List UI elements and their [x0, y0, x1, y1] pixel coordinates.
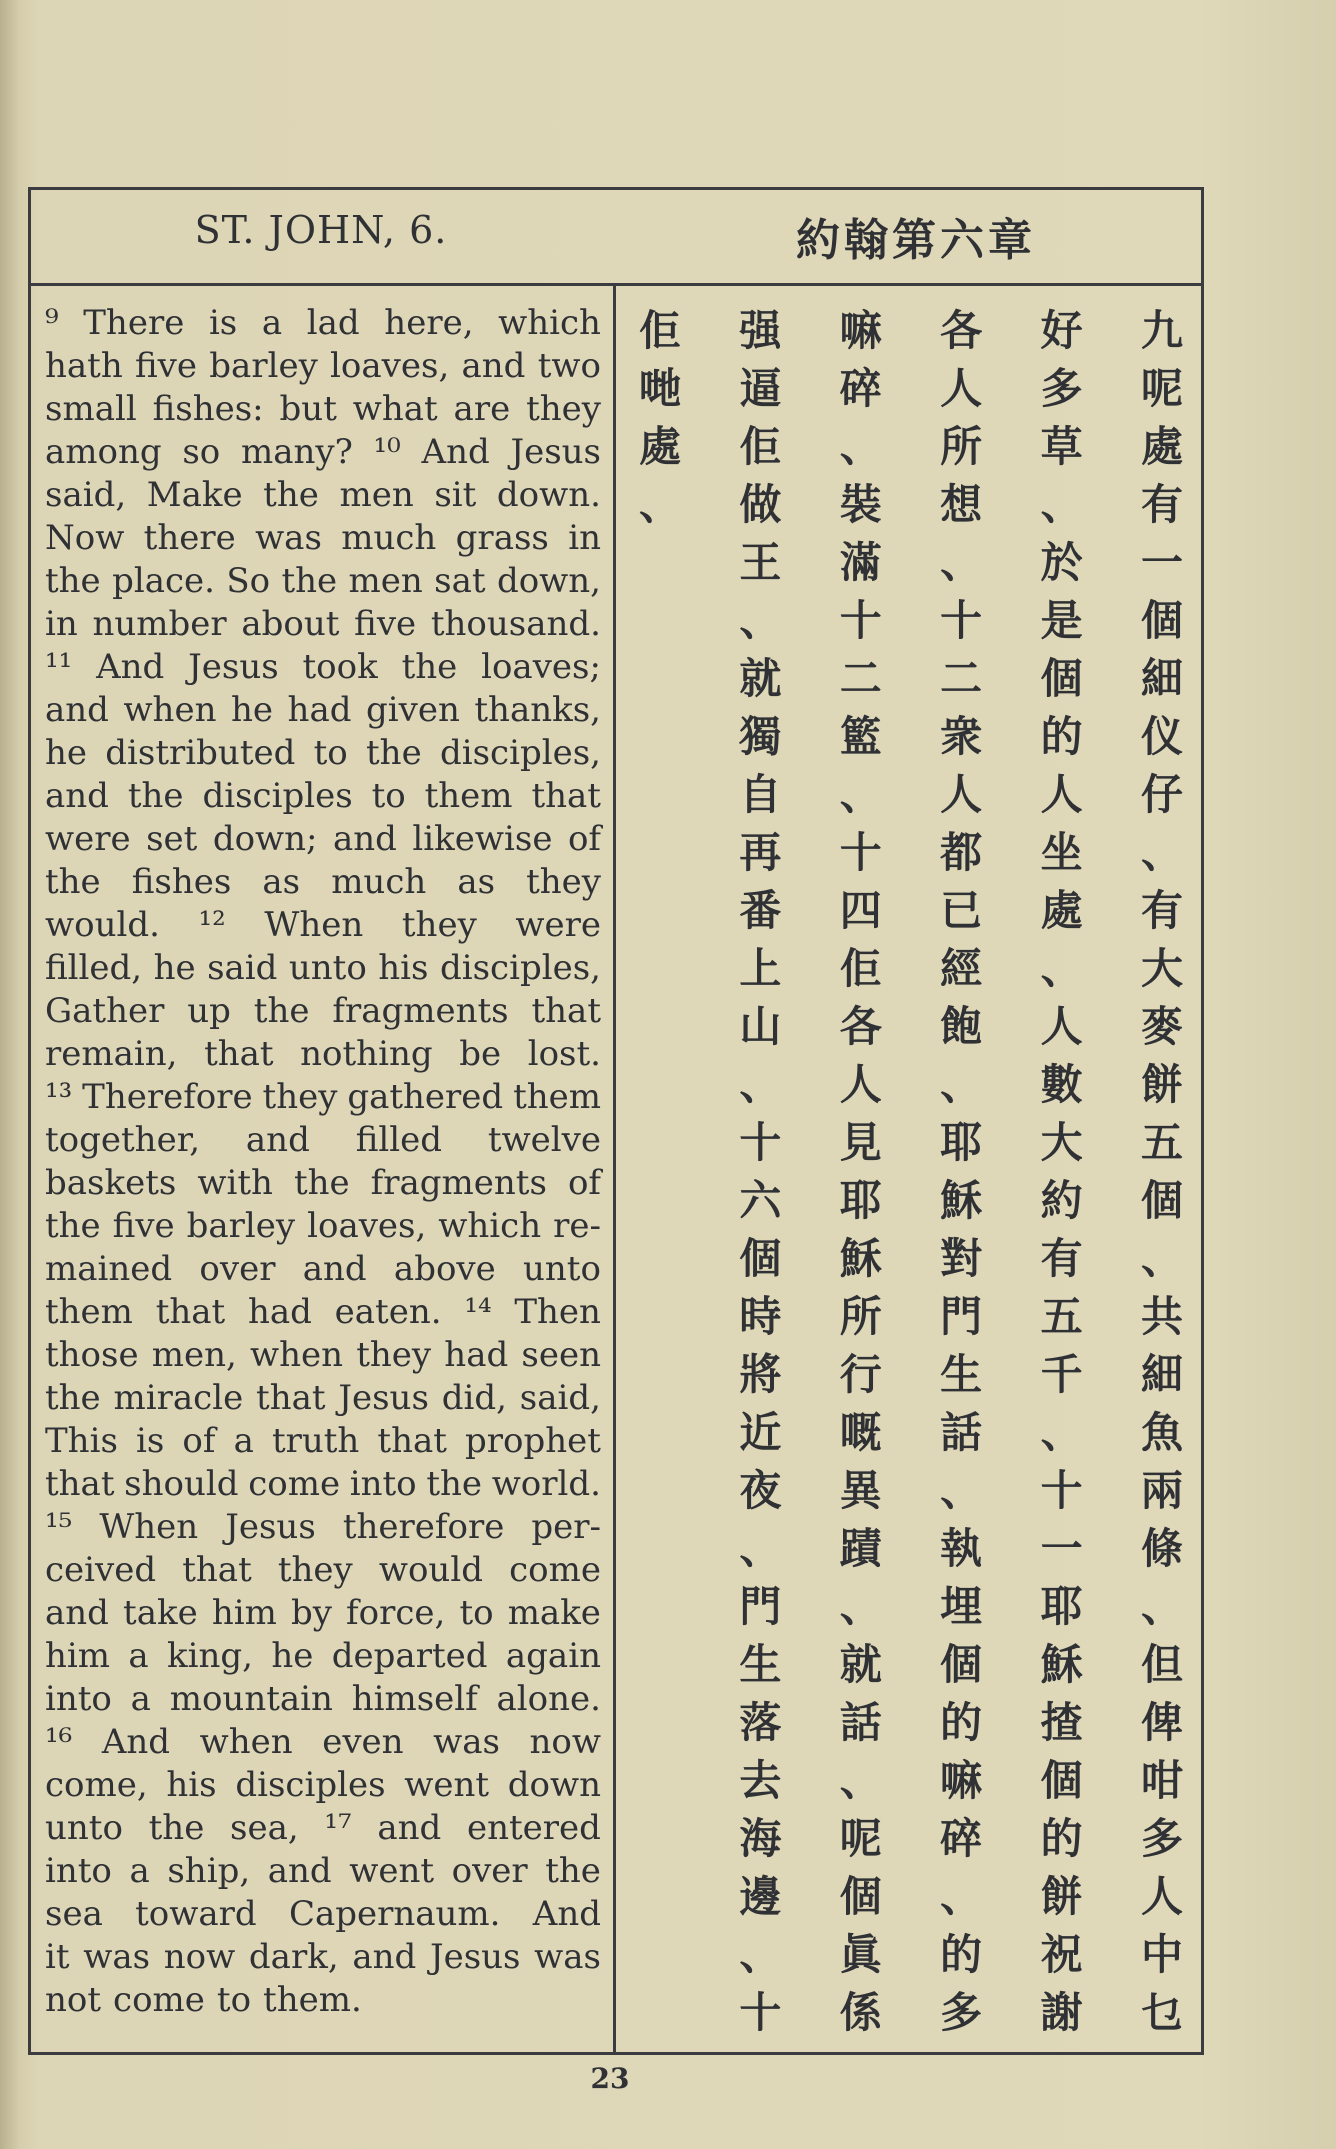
chinese-text-line: 强 逼 佢 做 王 、 就 獨 自 再 番 上 山 、 十 六 個 時 將 近 夜 、 門 生 落 去 海 邊 、 十: [739, 306, 782, 2037]
english-header-title: ST. JOHN, 6.: [194, 208, 448, 252]
english-text-line: among so many? ¹⁰ And Jesus: [45, 432, 601, 472]
english-text-line: ¹⁵ When Jesus therefore per-: [45, 1507, 601, 1547]
english-text-line: ceived that they would come: [45, 1550, 601, 1590]
english-text-line: and take him by force, to make: [45, 1593, 601, 1633]
chinese-text-line: 嘛 碎 、 裝 滿 十 二 籃 、 十 四 佢 各 人 見 耶 穌 所 行 嘅 異 蹟 、 就 話 、 呢 個 眞 係: [839, 306, 882, 2037]
english-text-line: the five barley loaves, which re-: [45, 1206, 601, 1246]
column-divider: [613, 283, 616, 2052]
chinese-text-line: 各 人 所 想 、 十 二 衆 人 都 已 經 飽 、 耶 穌 對 門 生 話 、 執 埋 個 的 嘛 碎 、 的 多: [940, 306, 983, 2037]
english-text-line: hath five barley loaves, and two: [45, 346, 601, 386]
english-text-line: come, his disciples went down: [45, 1765, 601, 1805]
english-text-column: [45, 302, 601, 2022]
header-rule: [31, 283, 1201, 286]
english-text-line: not come to them.: [45, 1980, 362, 2020]
chinese-text-line: 佢 哋 處 、: [638, 306, 681, 529]
english-text-line: This is of a truth that prophet: [45, 1421, 601, 1461]
english-text-line: would. ¹² When they were: [45, 905, 601, 945]
english-text-line: were set down; and likewise of: [45, 819, 601, 859]
english-text-line: the fishes as much as they: [45, 862, 601, 902]
chinese-text-line: 好 多 草 、 於 是 個 的 人 坐 處 、 人 數 大 約 有 五 千 、 十 一 耶 穌 揸 個 的 餅 祝 謝: [1040, 306, 1083, 2037]
english-text-line: Gather up the fragments that: [45, 991, 601, 1031]
english-text-line: in number about five thousand.: [45, 604, 601, 644]
english-text-line: and when he had given thanks,: [45, 690, 601, 730]
english-text-line: those men, when they had seen: [45, 1335, 601, 1375]
english-text-line: sea toward Capernaum. And: [45, 1894, 601, 1934]
english-text-line: Now there was much grass in: [45, 518, 601, 558]
english-text-line: mained over and above unto: [45, 1249, 601, 1289]
english-text-line: baskets with the fragments of: [45, 1163, 601, 1203]
english-text-line: ¹⁶ And when even was now: [45, 1722, 601, 1762]
english-text-line: that should come into the world.: [45, 1464, 601, 1504]
english-text-line: it was now dark, and Jesus was: [45, 1937, 601, 1977]
english-text-line: into a ship, and went over the: [45, 1851, 601, 1891]
english-text-line: said, Make the men sit down.: [45, 475, 601, 515]
english-text-line: unto the sea, ¹⁷ and entered: [45, 1808, 601, 1848]
english-text-line: ⁹ There is a lad here, which: [45, 303, 601, 343]
english-text-line: him a king, he departed again: [45, 1636, 601, 1676]
english-text-line: together, and filled twelve: [45, 1120, 601, 1160]
english-text-line: small fishes: but what are they: [45, 389, 601, 429]
english-text-line: the miracle that Jesus did, said,: [45, 1378, 601, 1418]
english-text-line: filled, he said unto his disciples,: [45, 948, 601, 988]
english-text-line: ¹¹ And Jesus took the loaves;: [45, 647, 601, 687]
page-frame: [28, 187, 1204, 2055]
english-text-line: them that had eaten. ¹⁴ Then: [45, 1292, 601, 1332]
english-text-line: the place. So the men sat down,: [45, 561, 601, 601]
english-text-line: ¹³ Therefore they gathered them: [45, 1077, 601, 1117]
english-text-line: remain, that nothing be lost.: [45, 1034, 601, 1074]
english-text-line: into a mountain himself alone.: [45, 1679, 601, 1719]
binding-edge: [0, 0, 18, 2149]
page-number: 23: [590, 2062, 630, 2095]
chinese-header-title: 約翰第六章: [796, 215, 1036, 266]
chinese-text-column: [631, 302, 1191, 2042]
english-text-line: and the disciples to them that: [45, 776, 601, 816]
english-text-line: he distributed to the disciples,: [45, 733, 601, 773]
chinese-text-line: 九 呢 處 有 一 個 細 仪 仔 、 有 大 麥 餅 五 個 、 共 細 魚 兩 條 、 但 俾 咁 多 人 中 乜: [1140, 306, 1183, 2037]
